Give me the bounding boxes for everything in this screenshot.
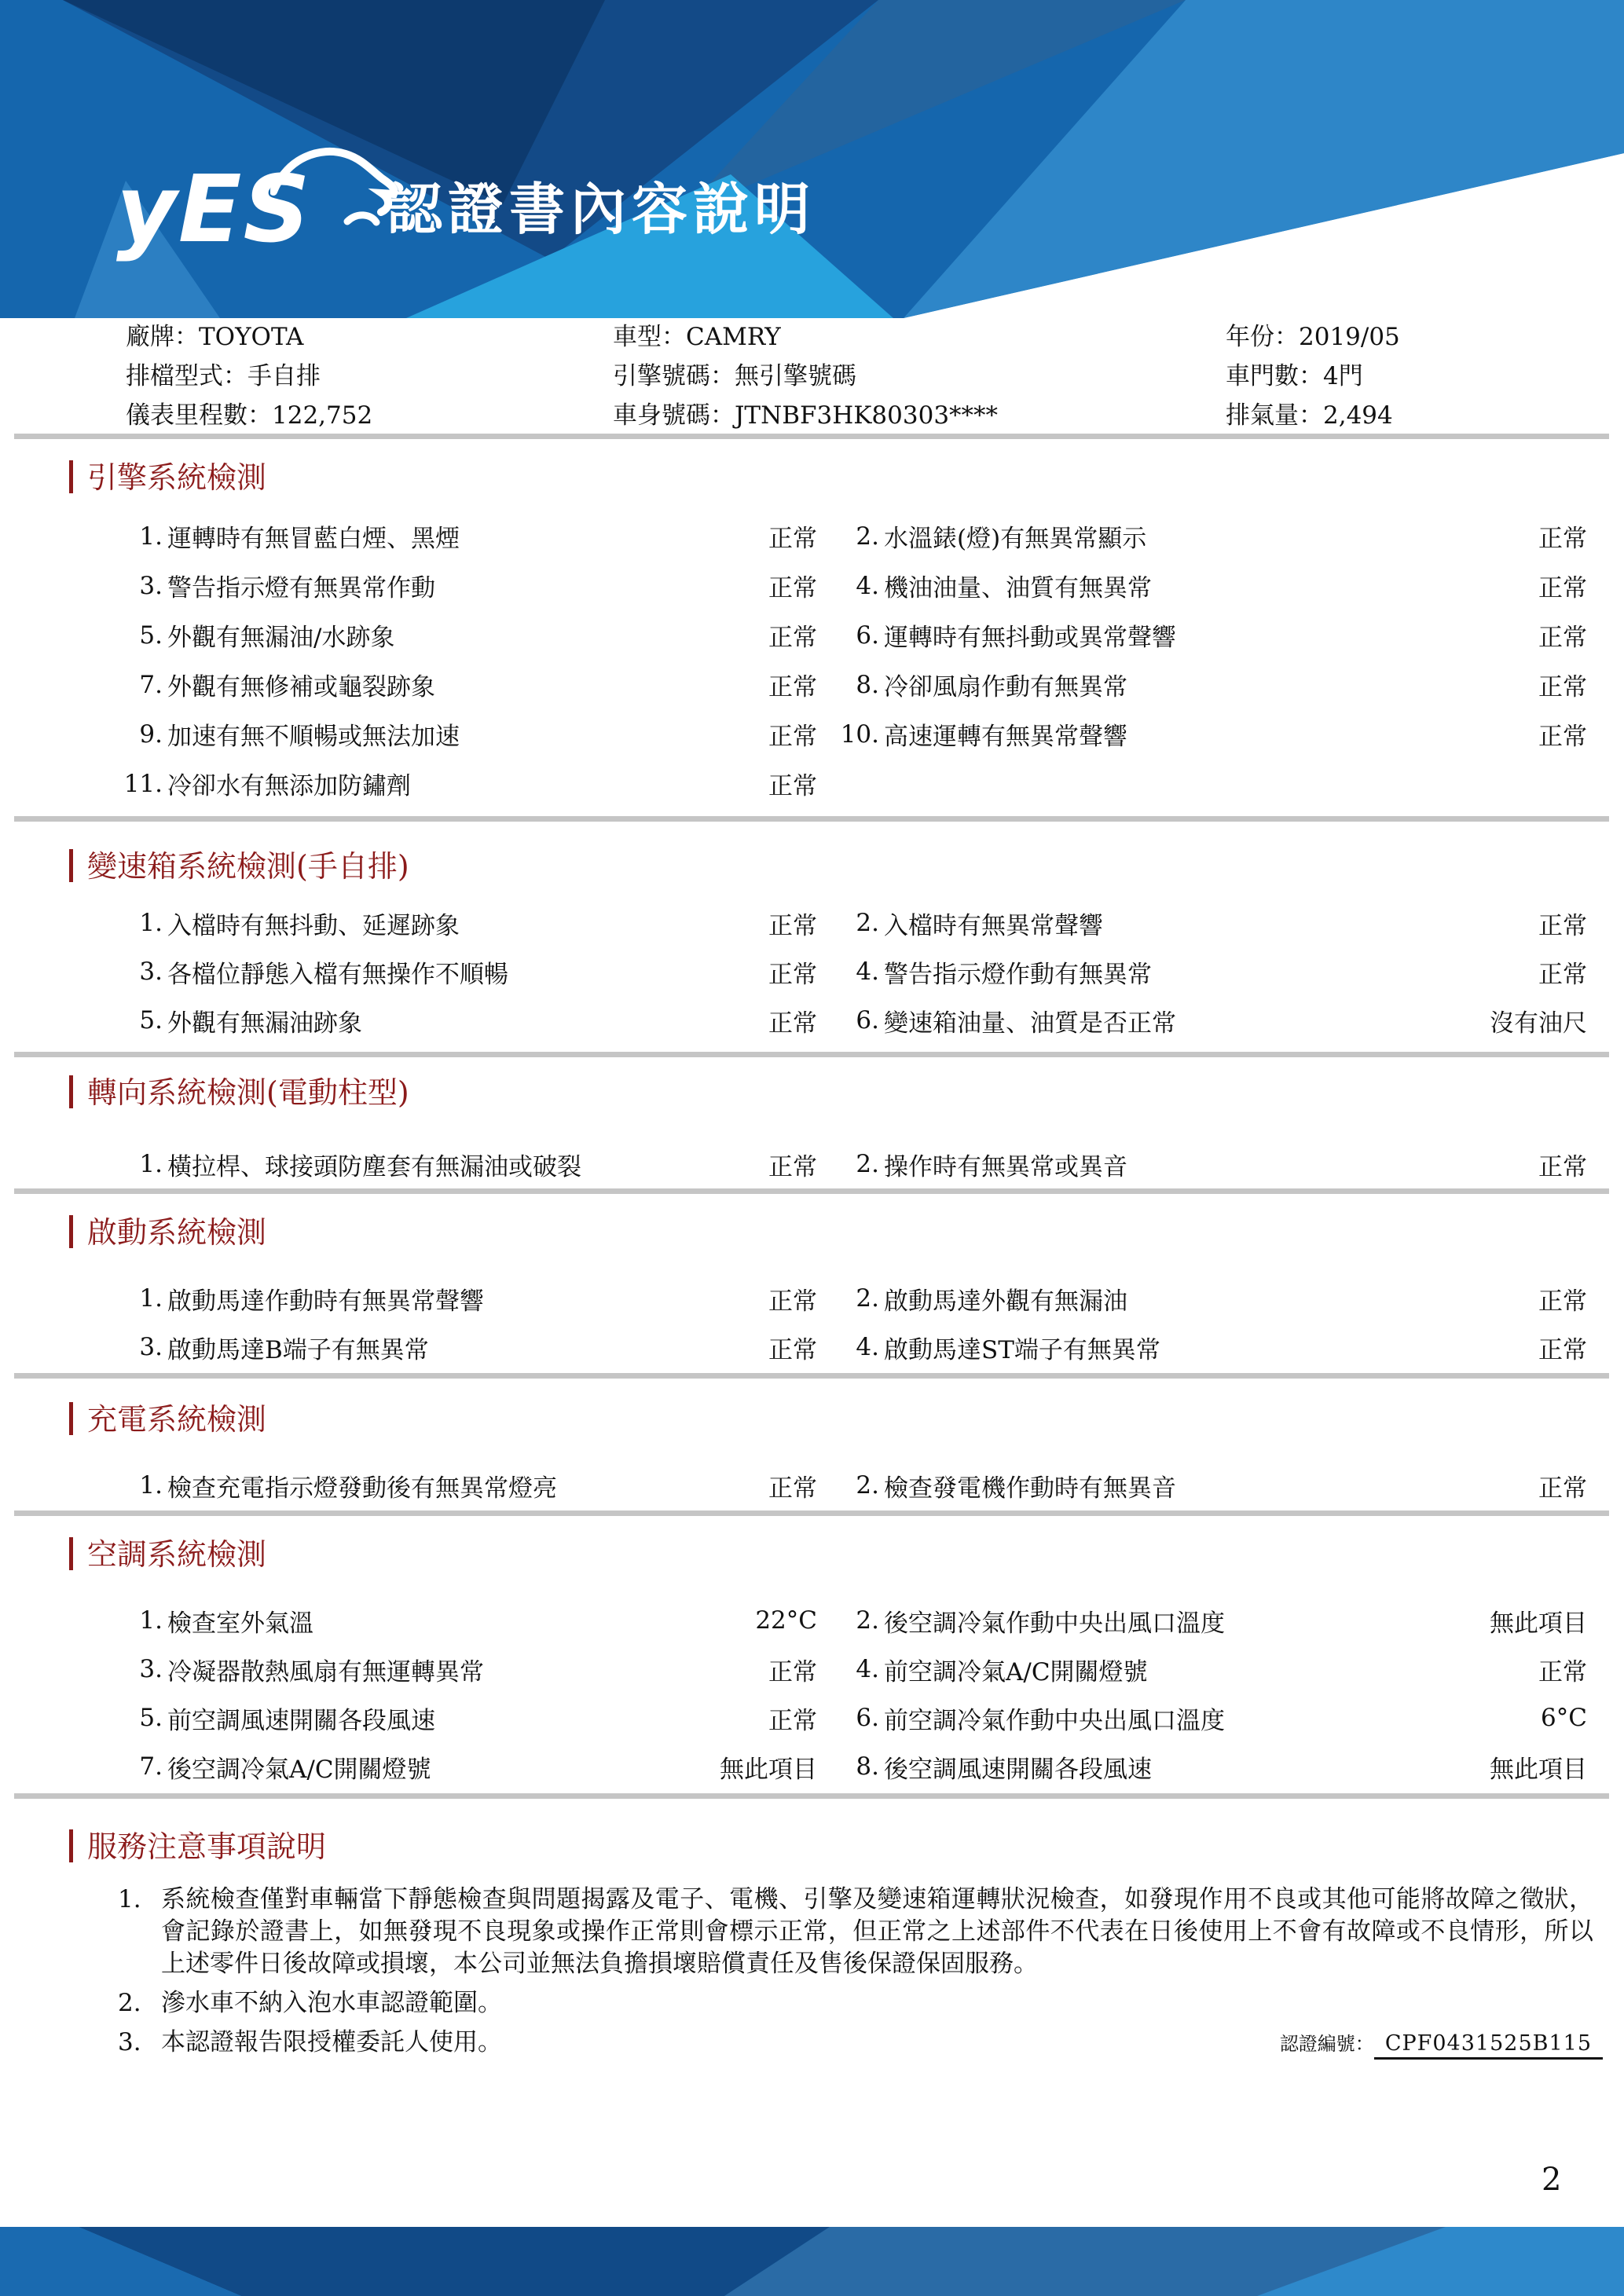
item-number: 6. xyxy=(856,1704,879,1732)
item-label: 冷卻水有無添加防鏽劑 xyxy=(167,772,411,800)
inspection-item xyxy=(834,667,1587,702)
item-status: 正常 xyxy=(768,1009,817,1038)
inspection-item xyxy=(118,1603,817,1639)
inspection-item xyxy=(834,716,1587,752)
note-text: 系統檢查僅對車輛當下靜態檢查與問題揭露及電子、電機、引擎及變速箱運轉狀況檢查，如發現作用不良或其他可能將故障之徵狀，會記錄於證書上，如無發現不良現象或操作正常則會標示正常，但正常之上述部件不代表在日後使用上不會有故障或不良情形，所以上述零件日後故障或損壞，本公司並無法負擔損壞賠償責任及售後保證保固服務。 xyxy=(161,1885,1593,1978)
item-label: 入檔時有無抖動、延遲跡象 xyxy=(167,911,460,940)
section-items xyxy=(118,511,1624,808)
inspection-item xyxy=(118,667,817,702)
certificate-number-label: 認證編號： xyxy=(1279,2033,1374,2055)
vehicle-vin: 車身號碼：JTNBF3HK80303**** xyxy=(613,401,999,430)
item-number: 1. xyxy=(139,1150,163,1178)
item-label: 水溫錶(燈)有無異常顯示 xyxy=(884,525,1147,553)
section-transmission xyxy=(0,847,1624,1045)
vehicle-year: 年份：2019/05 xyxy=(1226,323,1400,351)
inspection-item xyxy=(118,1701,817,1736)
item-status: 正常 xyxy=(768,1335,817,1364)
item-number: 4. xyxy=(856,958,879,986)
section-items xyxy=(118,1274,1624,1371)
inspection-item xyxy=(118,1330,817,1365)
service-note xyxy=(118,1884,1593,1980)
separator xyxy=(14,1373,1609,1379)
item-label: 加速有無不順暢或無法加速 xyxy=(167,723,460,751)
item-status: 沒有油尺 xyxy=(1490,1009,1587,1038)
item-status: 正常 xyxy=(768,525,817,553)
vehicle-info xyxy=(126,317,1540,435)
item-status: 正常 xyxy=(1538,574,1587,602)
item-label: 冷卻風扇作動有無異常 xyxy=(884,673,1127,701)
inspection-item xyxy=(118,1749,817,1785)
separator xyxy=(14,1793,1609,1799)
vehicle-transmission: 排檔型式：手自排 xyxy=(126,362,321,390)
item-number: 4. xyxy=(856,571,879,600)
section-title xyxy=(0,1535,1624,1574)
item-label: 橫拉桿、球接頭防塵套有無漏油或破裂 xyxy=(167,1152,581,1181)
item-status: 正常 xyxy=(768,723,817,751)
item-label: 外觀有無漏油跡象 xyxy=(167,1009,362,1038)
inspection-item xyxy=(118,716,817,752)
item-status: 正常 xyxy=(1538,1474,1587,1503)
item-label: 啟動馬達ST端子有無異常 xyxy=(884,1335,1160,1364)
item-status: 正常 xyxy=(1538,673,1587,701)
item-label: 警告指示燈作動有無異常 xyxy=(884,960,1152,989)
header-banner xyxy=(0,0,1624,318)
vehicle-brand: 廠牌：TOYOTA xyxy=(126,323,304,351)
title-bar xyxy=(69,1215,73,1248)
vehicle-engine-no: 引擎號碼：無引擎號碼 xyxy=(613,362,856,390)
item-number: 1. xyxy=(139,1471,163,1500)
inspection-item xyxy=(118,1652,817,1687)
item-label: 後空調冷氣作動中央出風口溫度 xyxy=(884,1609,1225,1638)
page-number: 2 xyxy=(1542,2162,1562,2198)
vehicle-displacement: 排氣量：2,494 xyxy=(1226,401,1393,430)
item-number: 2. xyxy=(856,1284,879,1313)
item-label: 變速箱油量、油質是否正常 xyxy=(884,1009,1176,1038)
section-title xyxy=(0,458,1624,497)
separator xyxy=(14,1188,1609,1194)
title-bar xyxy=(69,1829,73,1862)
item-label: 後空調冷氣A/C開關燈號 xyxy=(167,1755,431,1784)
section-items xyxy=(118,899,1624,1045)
item-status: 正常 xyxy=(768,574,817,602)
section-ac xyxy=(0,1535,1624,1791)
item-status: 正常 xyxy=(1538,1152,1587,1181)
item-number: 2. xyxy=(856,1606,879,1635)
section-charging xyxy=(0,1400,1624,1510)
inspection-item xyxy=(118,617,817,653)
item-number: 6. xyxy=(856,1006,879,1034)
item-status: 正常 xyxy=(768,1706,817,1735)
title-bar xyxy=(69,460,73,493)
section-title xyxy=(0,1827,1624,1866)
inspection-item xyxy=(834,1749,1587,1785)
item-number: 7. xyxy=(139,670,163,699)
section-title-text: 空調系統檢測 xyxy=(87,1537,267,1572)
yes-logo xyxy=(116,146,376,284)
inspection-item xyxy=(834,518,1587,554)
separator xyxy=(14,1511,1609,1516)
item-number: 1. xyxy=(139,1284,163,1313)
inspection-item xyxy=(118,1147,817,1182)
section-steering xyxy=(0,1073,1624,1188)
item-status: 正常 xyxy=(768,1474,817,1503)
separator xyxy=(14,434,1609,439)
separator xyxy=(14,1052,1609,1057)
item-number: 3. xyxy=(139,958,163,986)
item-number: 11. xyxy=(123,769,163,798)
inspection-item xyxy=(834,1603,1587,1639)
inspection-item xyxy=(118,518,817,554)
item-label: 警告指示燈有無異常作動 xyxy=(167,574,435,602)
service-note xyxy=(118,1987,1593,2020)
inspection-item xyxy=(834,568,1587,603)
item-number: 9. xyxy=(139,720,163,749)
vehicle-doors: 車門數：4門 xyxy=(1226,362,1363,390)
item-label: 各檔位靜態入檔有無操作不順暢 xyxy=(167,960,508,989)
inspection-item xyxy=(834,1701,1587,1736)
item-status: 正常 xyxy=(1538,1335,1587,1364)
item-number: 2. xyxy=(856,522,879,551)
item-status: 正常 xyxy=(768,772,817,800)
inspection-item xyxy=(118,1468,817,1503)
inspection-item xyxy=(834,1281,1587,1316)
note-number: 1. xyxy=(118,1885,141,1913)
item-status: 正常 xyxy=(1538,911,1587,940)
inspection-item xyxy=(118,766,817,801)
item-number: 3. xyxy=(139,1655,163,1683)
section-items xyxy=(118,1596,1624,1791)
inspection-item xyxy=(118,1281,817,1316)
item-label: 高速運轉有無異常聲響 xyxy=(884,723,1127,751)
item-status: 6°C xyxy=(1541,1704,1587,1732)
item-status: 正常 xyxy=(768,911,817,940)
section-engine xyxy=(0,458,1624,808)
item-label: 檢查充電指示燈發動後有無異常燈亮 xyxy=(167,1474,557,1503)
section-items xyxy=(118,1140,1624,1188)
item-label: 前空調冷氣作動中央出風口溫度 xyxy=(884,1706,1225,1735)
item-status: 正常 xyxy=(1538,960,1587,989)
section-title-text: 啟動系統檢測 xyxy=(87,1215,267,1250)
inspection-item xyxy=(834,1147,1587,1182)
certificate-number xyxy=(1280,2028,1603,2056)
item-number: 8. xyxy=(856,670,879,699)
inspection-item xyxy=(834,1330,1587,1365)
item-number: 2. xyxy=(856,1471,879,1500)
item-number: 3. xyxy=(139,571,163,600)
item-status: 正常 xyxy=(1538,723,1587,751)
item-number: 1. xyxy=(139,522,163,551)
title-bar xyxy=(69,1537,73,1570)
item-number: 2. xyxy=(856,1150,879,1178)
item-status: 正常 xyxy=(1538,1287,1587,1316)
item-status: 正常 xyxy=(1538,1657,1587,1686)
item-label: 操作時有無異常或異音 xyxy=(884,1152,1127,1181)
item-number: 4. xyxy=(856,1655,879,1683)
inspection-item xyxy=(118,906,817,941)
section-title-text: 充電系統檢測 xyxy=(87,1402,267,1437)
section-title xyxy=(0,1073,1624,1112)
page-title: 認證書內容說明 xyxy=(387,177,816,242)
title-bar xyxy=(69,849,73,882)
item-label: 入檔時有無異常聲響 xyxy=(884,911,1103,940)
section-title-text: 轉向系統檢測(電動柱型) xyxy=(87,1075,409,1110)
section-title-text: 變速箱系統檢測(手自排) xyxy=(87,849,409,884)
note-number: 2. xyxy=(118,1989,141,2017)
note-text: 本認證報告限授權委託人使用。 xyxy=(161,2028,502,2056)
vehicle-model: 車型：CAMRY xyxy=(613,323,781,351)
section-items xyxy=(118,1461,1624,1510)
item-status: 正常 xyxy=(768,624,817,652)
item-status: 正常 xyxy=(1538,525,1587,553)
item-label: 啟動馬達作動時有無異常聲響 xyxy=(167,1287,484,1316)
item-status: 無此項目 xyxy=(720,1755,817,1784)
inspection-item xyxy=(118,568,817,603)
item-label: 運轉時有無冒藍白煙、黑煙 xyxy=(167,525,460,553)
item-label: 運轉時有無抖動或異常聲響 xyxy=(884,624,1176,652)
item-number: 1. xyxy=(139,1606,163,1635)
item-label: 前空調冷氣A/C開關燈號 xyxy=(884,1657,1148,1686)
item-label: 冷凝器散熱風扇有無運轉異常 xyxy=(167,1657,484,1686)
section-title xyxy=(0,847,1624,886)
inspection-item xyxy=(118,1003,817,1038)
item-status: 無此項目 xyxy=(1490,1609,1587,1638)
separator xyxy=(14,816,1609,822)
item-label: 前空調風速開關各段風速 xyxy=(167,1706,435,1735)
inspection-item xyxy=(118,954,817,990)
item-label: 外觀有無漏油/水跡象 xyxy=(167,624,395,652)
inspection-item xyxy=(834,1652,1587,1687)
item-status: 正常 xyxy=(1538,624,1587,652)
item-label: 後空調風速開關各段風速 xyxy=(884,1755,1152,1784)
item-number: 8. xyxy=(856,1752,879,1781)
title-bar xyxy=(69,1402,73,1435)
item-status: 正常 xyxy=(768,1152,817,1181)
yes-logo-text: yES xyxy=(116,155,312,263)
vehicle-mileage: 儀表里程數：122,752 xyxy=(126,401,373,430)
inspection-item xyxy=(834,954,1587,990)
item-number: 6. xyxy=(856,621,879,650)
inspection-item xyxy=(834,617,1587,653)
item-label: 啟動馬達B端子有無異常 xyxy=(167,1335,429,1364)
section-title xyxy=(0,1213,1624,1252)
footer-banner xyxy=(0,2227,1624,2296)
item-status: 無此項目 xyxy=(1490,1755,1587,1784)
item-label: 檢查室外氣溫 xyxy=(167,1609,313,1638)
section-title-text: 服務注意事項說明 xyxy=(87,1829,327,1864)
inspection-item xyxy=(834,906,1587,941)
item-number: 5. xyxy=(139,1704,163,1732)
note-text: 滲水車不納入泡水車認證範圍。 xyxy=(161,1989,502,2017)
item-status: 22°C xyxy=(755,1606,817,1635)
item-label: 啟動馬達外觀有無漏油 xyxy=(884,1287,1127,1316)
item-status: 正常 xyxy=(768,960,817,989)
item-label: 外觀有無修補或龜裂跡象 xyxy=(167,673,435,701)
item-label: 機油油量、油質有無異常 xyxy=(884,574,1152,602)
section-title-text: 引擎系統檢測 xyxy=(87,460,267,495)
certificate-number-value: CPF0431525B115 xyxy=(1374,2031,1603,2060)
item-number: 7. xyxy=(139,1752,163,1781)
section-starting xyxy=(0,1213,1624,1371)
item-status: 正常 xyxy=(768,1287,817,1316)
note-number: 3. xyxy=(118,2028,141,2056)
item-label: 檢查發電機作動時有無異音 xyxy=(884,1474,1176,1503)
item-number: 2. xyxy=(856,909,879,937)
item-number: 1. xyxy=(139,909,163,937)
item-number: 3. xyxy=(139,1333,163,1361)
item-number: 5. xyxy=(139,1006,163,1034)
item-number: 5. xyxy=(139,621,163,650)
inspection-item xyxy=(834,1468,1587,1503)
item-status: 正常 xyxy=(768,1657,817,1686)
item-number: 4. xyxy=(856,1333,879,1361)
item-status: 正常 xyxy=(768,673,817,701)
title-bar xyxy=(69,1075,73,1108)
item-number: 10. xyxy=(840,720,879,749)
section-title xyxy=(0,1400,1624,1439)
inspection-item xyxy=(834,1003,1587,1038)
car-silhouette-icon xyxy=(270,143,402,237)
